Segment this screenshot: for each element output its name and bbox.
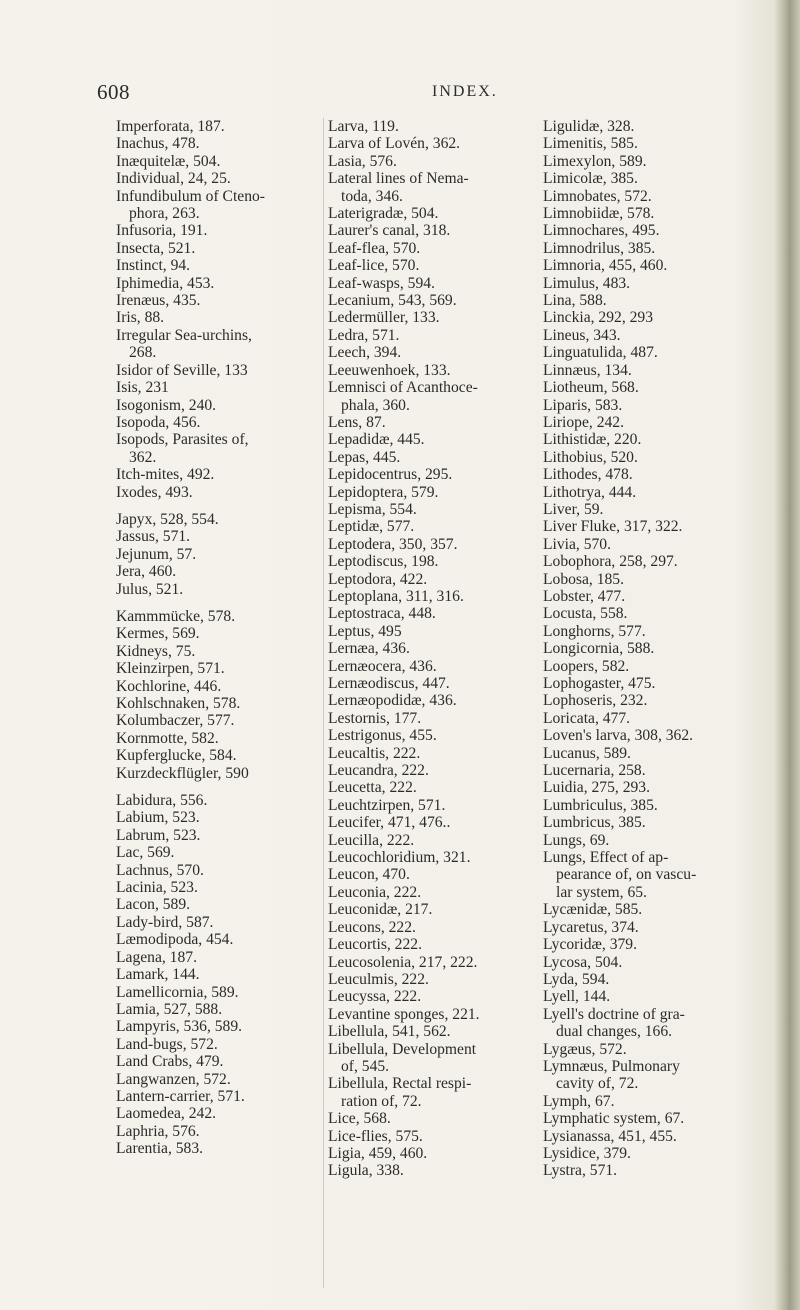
index-entry: Lumbricus, 385. bbox=[543, 814, 646, 832]
index-entry: Leucifer, 471, 476.. bbox=[328, 814, 451, 832]
index-entry: Lernæodiscus, 447. bbox=[328, 675, 450, 692]
index-entry: Ixodes, 493. bbox=[116, 483, 193, 501]
index-entry: Lymnæus, Pulmonary bbox=[543, 1057, 680, 1075]
index-entry: Limenitis, 585. bbox=[543, 135, 638, 153]
index-entry: Longhorns, 577. bbox=[543, 622, 646, 640]
index-entry: Japyx, 528, 554. bbox=[116, 510, 219, 528]
index-entry: Individual, 24, 25. bbox=[116, 170, 231, 188]
index-column-2 bbox=[328, 118, 521, 1180]
index-entry: Labidura, 556. bbox=[116, 792, 208, 810]
index-entry: Loricata, 477. bbox=[543, 709, 631, 727]
index-entry: Libellula, Development bbox=[328, 1040, 477, 1058]
index-entry: Limicolæ, 385. bbox=[543, 170, 638, 188]
index-entry: Leptoplana, 311, 316. bbox=[328, 587, 464, 605]
index-entry: Lysianassa, 451, 455. bbox=[543, 1127, 677, 1145]
index-entry: Leucandra, 222. bbox=[328, 762, 429, 780]
index-entry: Liver Fluke, 317, 322. bbox=[543, 518, 683, 536]
index-entry: Læmodipoda, 454. bbox=[116, 931, 234, 949]
index-entry: Lithistidæ, 220. bbox=[543, 431, 642, 449]
index-entry: Jassus, 571. bbox=[116, 528, 191, 546]
index-entry: ration of, 72. bbox=[341, 1092, 422, 1110]
index-entry: Kleinzirpen, 571. bbox=[116, 660, 225, 678]
index-entry: Instinct, 94. bbox=[116, 257, 191, 275]
index-entry: Lygæus, 572. bbox=[543, 1040, 627, 1058]
index-entry: Lithodes, 478. bbox=[543, 466, 633, 484]
index-entry: Leeuwenhoek, 133. bbox=[328, 361, 451, 379]
index-entry: Lestornis, 177. bbox=[328, 709, 422, 727]
index-entry: Lumbriculus, 385. bbox=[543, 796, 658, 814]
index-entry: Leucons, 222. bbox=[328, 918, 416, 936]
index-entry: Leptodera, 350, 357. bbox=[328, 535, 458, 553]
index-entry: Inæquitelæ, 504. bbox=[116, 152, 221, 170]
page-header bbox=[0, 80, 800, 110]
index-entry: Leuconia, 222. bbox=[328, 883, 422, 901]
index-entry: Lateral lines of Nema- bbox=[328, 170, 469, 188]
index-entry: Infusoria, 191. bbox=[116, 222, 208, 240]
index-entry: Kidneys, 75. bbox=[116, 642, 196, 660]
index-entry: Lamellicornia, 589. bbox=[116, 983, 239, 1001]
index-entry: Langwanzen, 572. bbox=[116, 1070, 231, 1088]
index-entry: Longicornia, 588. bbox=[543, 640, 655, 658]
index-entry: Leptodora, 422. bbox=[328, 570, 428, 588]
index-entry: Liparis, 583. bbox=[543, 396, 623, 414]
index-entry: Loven's larva, 308, 362. bbox=[543, 727, 694, 745]
index-entry: Libellula, Rectal respi- bbox=[328, 1075, 472, 1093]
index-entry: Ligula, 338. bbox=[328, 1162, 404, 1180]
index-entry: Leaf-flea, 570. bbox=[328, 239, 421, 257]
index-column-3 bbox=[543, 118, 743, 1180]
index-entry: Laterigradæ, 504. bbox=[328, 205, 439, 223]
column-divider bbox=[323, 118, 324, 1288]
index-entry: Leucetta, 222. bbox=[328, 779, 417, 797]
index-entry: Lithotrya, 444. bbox=[543, 483, 637, 501]
index-entry: Linguatulida, 487. bbox=[543, 344, 658, 362]
index-entry: Lycaretus, 374. bbox=[543, 918, 639, 936]
index-entry: Leucilla, 222. bbox=[328, 831, 415, 849]
index-entry: Lineus, 343. bbox=[543, 326, 621, 344]
index-entry: Kermes, 569. bbox=[116, 625, 200, 643]
page-number: 608 bbox=[97, 80, 130, 104]
index-entry: Lepadidæ, 445. bbox=[328, 431, 425, 449]
index-entry: Lucanus, 589. bbox=[543, 744, 631, 762]
index-entry: Locusta, 558. bbox=[543, 605, 628, 623]
index-entry: Lepidocentrus, 295. bbox=[328, 466, 453, 484]
index-entry: Leucosolenia, 217, 222. bbox=[328, 953, 478, 971]
index-entry: Liver, 59. bbox=[543, 500, 604, 518]
index-entry: Lice, 568. bbox=[328, 1110, 391, 1128]
index-entry: Lepisma, 554. bbox=[328, 500, 417, 518]
running-head: INDEX. bbox=[432, 83, 498, 100]
index-entry: Lestrigonus, 455. bbox=[328, 727, 437, 745]
index-entry: Lymph, 67. bbox=[543, 1092, 615, 1110]
index-entry: Ligia, 459, 460. bbox=[328, 1144, 428, 1162]
index-entry: Isogonism, 240. bbox=[116, 396, 217, 414]
index-entry: Isidor of Seville, 133 bbox=[116, 361, 248, 379]
index-entry: Kolumbaczer, 577. bbox=[116, 712, 235, 730]
index-entry: Leucaltis, 222. bbox=[328, 744, 421, 762]
index-entry: Irregular Sea-urchins, bbox=[116, 326, 252, 344]
index-entry: Leucortis, 222. bbox=[328, 936, 422, 954]
index-entry: Linnæus, 134. bbox=[543, 361, 632, 379]
index-entry: Imperforata, 187. bbox=[116, 118, 225, 135]
index-entry: Ledra, 571. bbox=[328, 326, 400, 344]
index-entry: Larva, 119. bbox=[328, 118, 399, 135]
index-entry: Lamia, 527, 588. bbox=[116, 1000, 223, 1018]
index-entry: Limnochares, 495. bbox=[543, 222, 660, 240]
index-entry: Limexylon, 589. bbox=[543, 152, 647, 170]
index-entry: Julus, 521. bbox=[116, 580, 184, 598]
index-entry: Laomedea, 242. bbox=[116, 1105, 217, 1123]
index-entry: pearance of, on vascu- bbox=[556, 866, 697, 884]
index-entry: Iphimedia, 453. bbox=[116, 274, 215, 292]
index-entry: Irenæus, 435. bbox=[116, 292, 201, 310]
index-entry: Limnobates, 572. bbox=[543, 187, 652, 205]
index-entry: Lacinia, 523. bbox=[116, 879, 198, 897]
index-entry: Limnodrilus, 385. bbox=[543, 239, 656, 257]
index-column-1 bbox=[116, 118, 306, 1158]
index-entry: Isopods, Parasites of, bbox=[116, 431, 249, 449]
index-entry: Lyell's doctrine of gra- bbox=[543, 1005, 685, 1023]
index-entry: 362. bbox=[129, 448, 157, 466]
index-entry: of, 545. bbox=[341, 1057, 390, 1075]
index-entry: Kurzdeckflügler, 590 bbox=[116, 764, 249, 782]
index-entry: Leucyssa, 222. bbox=[328, 988, 422, 1006]
index-entry: Kochlorine, 446. bbox=[116, 677, 222, 695]
index-entry: Lithobius, 520. bbox=[543, 448, 638, 466]
index-columns bbox=[0, 118, 800, 1298]
index-entry: Limnoria, 455, 460. bbox=[543, 257, 668, 275]
index-entry: Lepidoptera, 579. bbox=[328, 483, 439, 501]
index-entry: Labrum, 523. bbox=[116, 826, 201, 844]
index-entry: Laphria, 576. bbox=[116, 1122, 200, 1140]
index-entry: Leuculmis, 222. bbox=[328, 970, 429, 988]
index-entry: Kammmücke, 578. bbox=[116, 607, 236, 625]
index-entry: Lysidice, 379. bbox=[543, 1144, 631, 1162]
index-entry: Lampyris, 536, 589. bbox=[116, 1018, 243, 1036]
index-entry: Lobster, 477. bbox=[543, 587, 626, 605]
index-entry: Lecanium, 543, 569. bbox=[328, 292, 457, 310]
index-entry: Lina, 588. bbox=[543, 292, 607, 310]
index-entry: Lernæopodidæ, 436. bbox=[328, 692, 457, 710]
index-entry: Land Crabs, 479. bbox=[116, 1053, 224, 1071]
index-entry: Lycænidæ, 585. bbox=[543, 901, 643, 919]
index-entry: Lymphatic system, 67. bbox=[543, 1110, 685, 1128]
index-entry: Lemnisci of Acanthoce- bbox=[328, 379, 478, 397]
index-entry: Lungs, Effect of ap- bbox=[543, 849, 669, 867]
index-entry: Lophoseris, 232. bbox=[543, 692, 648, 710]
index-entry: Isopoda, 456. bbox=[116, 413, 201, 431]
index-entry: Ligulidæ, 328. bbox=[543, 118, 635, 135]
index-entry: Limulus, 483. bbox=[543, 274, 631, 292]
index-entry: Lac, 569. bbox=[116, 844, 175, 862]
index-entry: Lachnus, 570. bbox=[116, 861, 204, 879]
index-entry: Lernæocera, 436. bbox=[328, 657, 437, 675]
index-entry: Linckia, 292, 293 bbox=[543, 309, 654, 327]
index-entry: Isis, 231 bbox=[116, 379, 169, 397]
index-entry: Jejunum, 57. bbox=[116, 545, 197, 563]
index-entry: Lagena, 187. bbox=[116, 948, 197, 966]
index-entry: dual changes, 166. bbox=[556, 1023, 673, 1041]
index-entry: Jera, 460. bbox=[116, 563, 177, 581]
index-entry: Ledermüller, 133. bbox=[328, 309, 440, 327]
index-entry: Larentia, 583. bbox=[116, 1140, 204, 1158]
index-entry: phala, 360. bbox=[341, 396, 410, 414]
index-entry: Lepas, 445. bbox=[328, 448, 401, 466]
index-entry: lar system, 65. bbox=[556, 883, 647, 901]
index-entry: Lobosa, 185. bbox=[543, 570, 624, 588]
index-entry: Lungs, 69. bbox=[543, 831, 610, 849]
index-entry: Lasia, 576. bbox=[328, 152, 397, 170]
index-entry: Livia, 570. bbox=[543, 535, 611, 553]
index-entry: Leaf-wasps, 594. bbox=[328, 274, 435, 292]
index-entry: Leucon, 470. bbox=[328, 866, 410, 884]
index-entry: Lystra, 571. bbox=[543, 1162, 618, 1180]
index-entry: Lycosa, 504. bbox=[543, 953, 623, 971]
index-entry: Leucochloridium, 321. bbox=[328, 849, 471, 867]
index-entry: phora, 263. bbox=[129, 205, 200, 223]
index-entry: Loopers, 582. bbox=[543, 657, 630, 675]
index-entry: Inachus, 478. bbox=[116, 135, 200, 153]
index-entry: Lady-bird, 587. bbox=[116, 913, 214, 931]
index-entry: toda, 346. bbox=[341, 187, 403, 205]
index-entry: Iris, 88. bbox=[116, 309, 165, 327]
index-entry: Kornmotte, 582. bbox=[116, 729, 219, 747]
index-entry: Libellula, 541, 562. bbox=[328, 1023, 451, 1041]
index-entry: Kohlschnaken, 578. bbox=[116, 695, 241, 712]
index-entry: Leptidæ, 577. bbox=[328, 518, 415, 536]
index-entry: cavity of, 72. bbox=[556, 1075, 639, 1093]
index-entry: Lice-flies, 575. bbox=[328, 1127, 423, 1145]
index-entry: Lens, 87. bbox=[328, 413, 386, 431]
index-entry: Lyell, 144. bbox=[543, 988, 611, 1006]
index-entry: Lyda, 594. bbox=[543, 970, 610, 988]
index-entry: Liriope, 242. bbox=[543, 413, 624, 431]
index-entry: Insecta, 521. bbox=[116, 239, 196, 257]
index-entry: Lernæa, 436. bbox=[328, 640, 410, 658]
index-entry: Laurer's canal, 318. bbox=[328, 222, 451, 240]
index-entry: Lantern-carrier, 571. bbox=[116, 1087, 245, 1105]
index-entry: Lobophora, 258, 297. bbox=[543, 553, 678, 571]
index-entry: Larva of Lovén, 362. bbox=[328, 135, 461, 153]
index-entry: Leptus, 495 bbox=[328, 622, 402, 640]
index-entry: Infundibulum of Cteno- bbox=[116, 187, 265, 205]
index-entry: Leptostraca, 448. bbox=[328, 605, 436, 623]
index-entry: Leuchtzirpen, 571. bbox=[328, 796, 446, 814]
index-entry: Liotheum, 568. bbox=[543, 379, 639, 397]
index-entry: Land-bugs, 572. bbox=[116, 1035, 218, 1053]
index-entry: Leuconidæ, 217. bbox=[328, 901, 433, 919]
index-entry: Lacon, 589. bbox=[116, 896, 191, 914]
index-entry: Leaf-lice, 570. bbox=[328, 257, 420, 275]
index-entry: Kupferglucke, 584. bbox=[116, 747, 237, 765]
index-entry: Limnobiidæ, 578. bbox=[543, 205, 655, 223]
index-entry: Lamark, 144. bbox=[116, 966, 200, 984]
index-entry: Levantine sponges, 221. bbox=[328, 1005, 480, 1023]
index-entry: Itch-mites, 492. bbox=[116, 466, 215, 484]
index-entry: 268. bbox=[129, 344, 157, 362]
index-entry: Leptodiscus, 198. bbox=[328, 553, 439, 571]
index-entry: Leech, 394. bbox=[328, 344, 402, 362]
index-entry: Lycoridæ, 379. bbox=[543, 936, 637, 954]
index-entry: Luidia, 275, 293. bbox=[543, 779, 650, 797]
index-entry: Labium, 523. bbox=[116, 809, 200, 827]
index-entry: Lophogaster, 475. bbox=[543, 675, 656, 692]
index-entry: Lucernaria, 258. bbox=[543, 762, 646, 780]
